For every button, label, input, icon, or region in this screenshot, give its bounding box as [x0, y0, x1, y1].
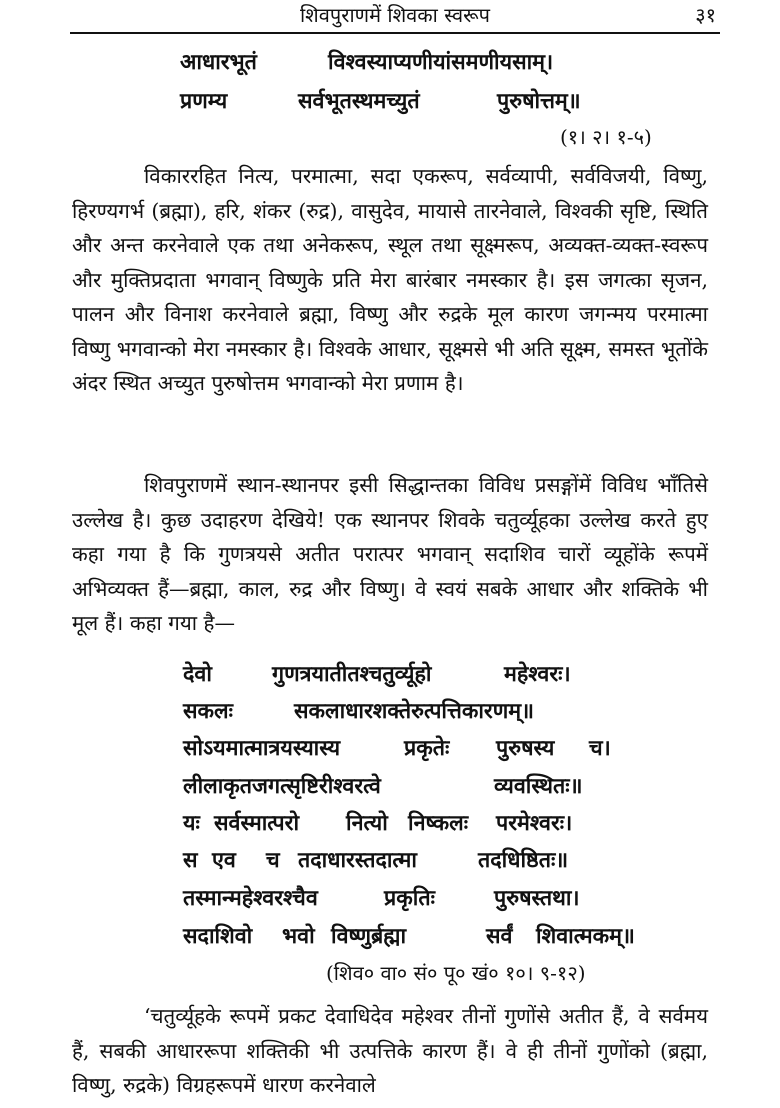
verse-word: च	[266, 848, 280, 873]
verse-word: सकलाधारशक्तेरुत्पत्तिकारणम्॥	[294, 699, 534, 724]
verse2-line-7	[0, 882, 780, 916]
verse-word: परमेश्वरः।	[496, 811, 573, 836]
verse-word: विष्णुर्ब्रह्मा	[331, 924, 407, 949]
verse2-line-6	[0, 844, 780, 878]
verse-word: निष्कलः	[408, 811, 469, 836]
verse-word: सर्वभूतस्थमच्युतं	[298, 89, 420, 114]
verse-word: देवो	[183, 662, 212, 687]
verse-word: सोऽयमात्मात्रयस्यास्य	[183, 736, 341, 761]
verse-word: एव	[212, 848, 236, 873]
verse-word: प्रकृतेः	[404, 736, 450, 761]
verse2-line-4	[0, 770, 780, 804]
verse-word: यः	[183, 811, 200, 836]
verse-word: आधारभूतं	[180, 50, 257, 75]
verse-word: विश्वस्याप्यणीयांसमणीयसाम्।	[328, 50, 554, 75]
verse-word: प्रणम्य	[180, 89, 228, 114]
verse1-line-1	[0, 46, 780, 80]
verse2-line-8	[0, 920, 780, 954]
paragraph-1: विकाररहित नित्य, परमात्मा, सदा एकरूप, सर्वव्यापी, सर्वविजयी, विष्णु, हिरण्यगर्भ (ब्रह्मा), हरि, शंकर (रुद्र), वासुदेव, मायासे तारनेवाले, विश्वकी सृष्टि, स्थिति और अन्त करनेवाले एक तथा अनेकरूप, स्थूल तथा सूक्ष्मरूप, अव्यक्त-व्यक्त-स्वरूप और मुक्तिप्रदाता भगवान् विष्णुके प्रति मेरा बारंबार नमस्कार है। इस जगत्का सृजन, पालन और विनाश करनेवाले ब्रह्मा, विष्णु और रुद्रके मूल कारण जगन्मय परमात्मा विष्णु भगवान्को मेरा नमस्कार है। विश्वके आधार, सूक्ष्मसे भी अति सूक्ष्म, समस्त भूतोंके अंदर स्थित अच्युत पुरुषोत्तम भगवान्को मेरा प्रणाम है।	[72, 164, 708, 395]
verse1-line-2	[0, 85, 780, 119]
verse-word: भवो	[282, 924, 315, 949]
verse2-line-1	[0, 658, 780, 692]
verse-word: सदाशिवो	[183, 924, 253, 949]
verse-word: प्रकृतिः	[384, 886, 435, 911]
verse-word: च।	[589, 736, 611, 761]
paragraph-3: ‘चतुर्व्यूहके रूपमें प्रकट देवाधिदेव महेश्वर तीनों गुणोंसे अतीत हैं, वे सर्वमय हैं, सबकी आधाररूपा शक्तिकी भी उत्पत्तिके कारण हैं। वे ही तीनों गुणोंको (ब्रह्मा, विष्णु, रुद्रके) विग्रहरूपमें धारण करनेवाले	[72, 1004, 708, 1097]
paragraph-2: शिवपुराणमें स्थान-स्थानपर इसी सिद्धान्तका विविध प्रसङ्गोंमें विविध भाँतिसे उल्लेख है। कुछ उदाहरण देखिये! एक स्थानपर शिवके चतुर्व्यूहका उल्लेख करते हुए कहा गया है कि गुणत्रयसे अतीत परात्पर भगवान् सदाशिव चारों व्यूहोंके रूपमें अभिव्यक्त हैं—ब्रह्मा, काल, रुद्र और विष्णु। वे स्वयं सबके आधार और शक्तिके भी मूल हैं। कहा गया है—	[72, 473, 708, 635]
verse-word: सर्वस्मात्परो	[214, 811, 300, 836]
verse1-citation: (१। २। १-५)	[560, 125, 652, 149]
verse-word: पुरुषस्य	[496, 736, 555, 761]
verse-word: सर्वं	[486, 924, 513, 949]
running-title: शिवपुराणमें शिवका स्वरूप	[300, 3, 490, 27]
verse2-line-2	[0, 695, 780, 729]
verse-word: सकलः	[183, 699, 233, 724]
verse-word: नित्यो	[346, 811, 388, 836]
verse2-line-5	[0, 807, 780, 841]
verse-word: तदाधारस्तदात्मा	[298, 848, 417, 873]
running-header	[70, 0, 720, 34]
verse-word: पुरुषस्तथा।	[494, 886, 580, 911]
verse-word: महेश्वरः।	[504, 662, 571, 687]
verse-word: लीलाकृतजगत्सृष्टिरीश्वरत्वे	[183, 774, 381, 799]
verse-word: स	[183, 848, 198, 873]
verse2-citation: (शिव० वा० सं० पू० खं० १०। ९-१२)	[326, 961, 586, 985]
page-number: ३१	[695, 3, 716, 27]
verse-word: गुणत्रयातीतश्चतुर्व्यूहो	[272, 662, 432, 687]
verse-word: व्यवस्थितः॥	[494, 774, 583, 799]
verse-word: तदधिष्ठितः॥	[478, 848, 569, 873]
verse-word: तस्मान्महेश्वरश्चैव	[183, 886, 318, 911]
verse-word: शिवात्मकम्॥	[536, 924, 635, 949]
verse2-line-3	[0, 732, 780, 766]
verse-word: पुरुषोत्तम्॥	[497, 89, 581, 114]
